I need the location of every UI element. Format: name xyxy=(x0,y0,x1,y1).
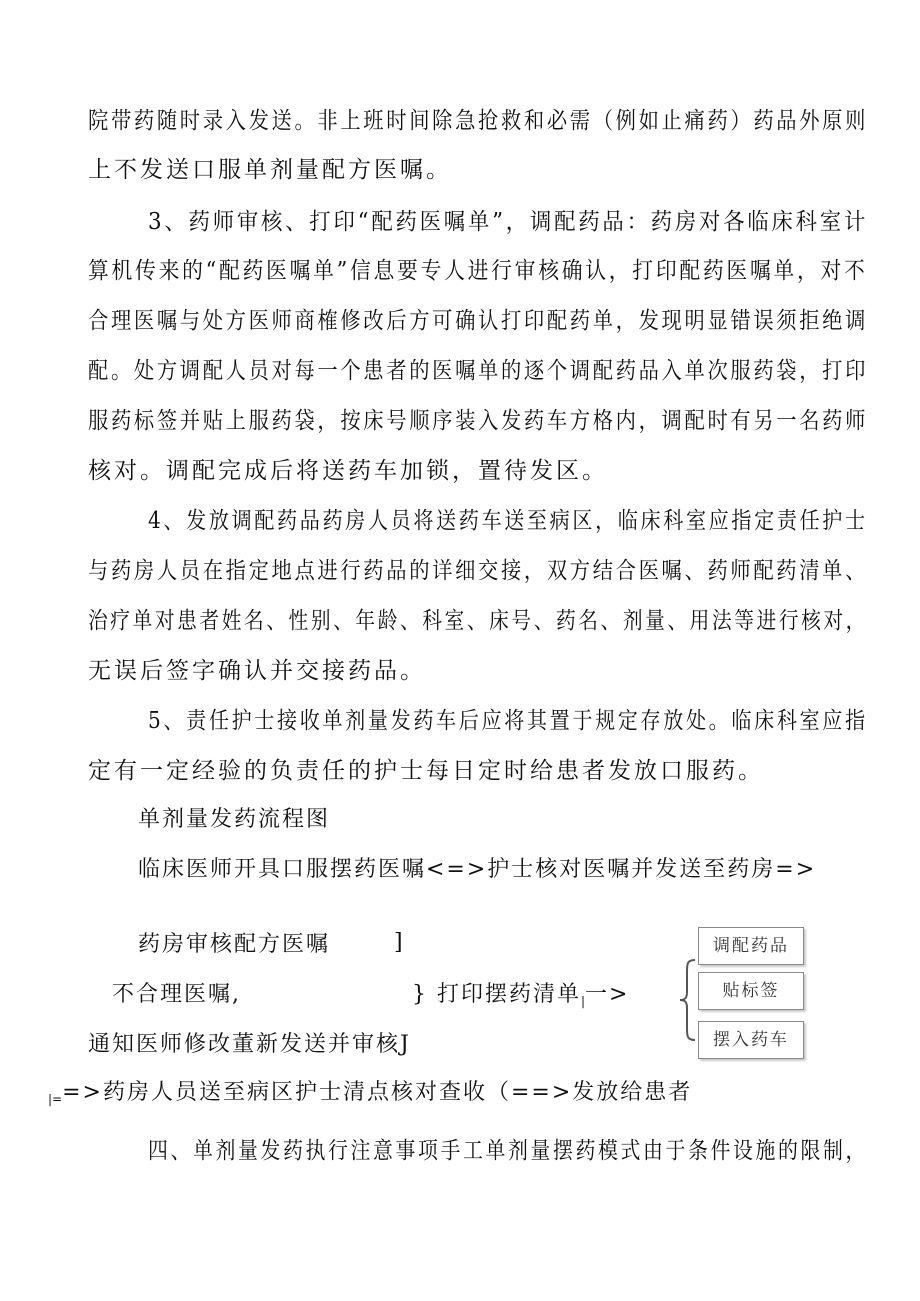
flowchart-step: 药房审核配方医嘱 xyxy=(138,932,331,957)
flowchart-step xyxy=(412,980,629,1016)
paragraph-line: 服药标签并贴上服药袋，按床号顺序装入发药车方格内，调配时有另一名药师 xyxy=(88,408,869,434)
dispense-box: 调配药品 xyxy=(698,927,804,965)
flowchart-step: 临床医师开具口服摆药医嘱<=>护士核对医嘱并发送至药房=> xyxy=(138,857,817,882)
label-box: 贴标签 xyxy=(698,972,804,1010)
paragraph-line: 3、药师审核、打印“配药医嘱单”，调配药品：药房对各临床科室计 xyxy=(148,209,869,235)
cart-box: 摆入药车 xyxy=(698,1021,804,1059)
paragraph-line: 无误后签字确认并交接药品。 xyxy=(88,658,426,684)
paragraph-line: 算机传来的“配药医嘱单”信息要专人进行审核确认，打印配药医嘱单，对不 xyxy=(88,258,868,284)
paragraph-line: 治疗单对患者姓名、性别、年龄、科室、床号、药名、剂量、用法等进行核对， xyxy=(88,608,868,634)
paragraph-line: 配。处方调配人员对每一个患者的医嘱单的逐个调配药品入单次服药袋，打印 xyxy=(88,358,869,384)
paragraph-line: 上不发送口服单剂量配方医嘱。 xyxy=(88,157,452,183)
flowchart-final-step: =>药房人员送至病区护士清点核对查收（==>发放给患者 xyxy=(62,1080,693,1105)
paragraph-line: 四、单剂量发药执行注意事项手工单剂量摆药模式由于条件设施的限制， xyxy=(148,1138,869,1164)
flowchart-print-label: } 打印摆药清单 xyxy=(412,982,581,1007)
flowchart-prefix: |= xyxy=(48,1092,63,1106)
flowchart-step xyxy=(48,1078,692,1114)
curly-brace-icon xyxy=(678,958,698,1042)
flowchart-subscript: | xyxy=(581,994,586,1008)
flowchart-step: 通知医师修改董新发送并审核J xyxy=(88,1032,411,1057)
paragraph-line: 院带药随时录入发送。非上班时间除急抢救和必需（例如止痛药）药品外原则 xyxy=(88,108,869,134)
flowchart-bracket: ] xyxy=(394,930,405,955)
paragraph-line: 合理医嘱与处方医师商榷修改后方可确认打印配药单，发现明显错误须拒绝调 xyxy=(88,308,869,334)
paragraph-line: 定有一定经验的负责任的护士每日定时给患者发放口服药。 xyxy=(88,758,764,784)
paragraph-line: 5、责任护士接收单剂量发药车后应将其置于规定存放处。临床科室应指 xyxy=(148,708,868,734)
paragraph-line: 核对。调配完成后将送药车加锁，置待发区。 xyxy=(88,458,608,484)
paragraph-line: 4、发放调配药品药房人员将送药车送至病区，临床科室应指定责任护士 xyxy=(148,508,868,534)
paragraph-line: 与药房人员在指定地点进行药品的详细交接，双方结合医嘱、药师配药清单、 xyxy=(88,558,869,584)
flowchart-step: 不合理医嘱, xyxy=(112,982,241,1007)
flowchart-arrow: 一> xyxy=(585,982,630,1007)
flowchart-title: 单剂量发药流程图 xyxy=(138,807,331,832)
